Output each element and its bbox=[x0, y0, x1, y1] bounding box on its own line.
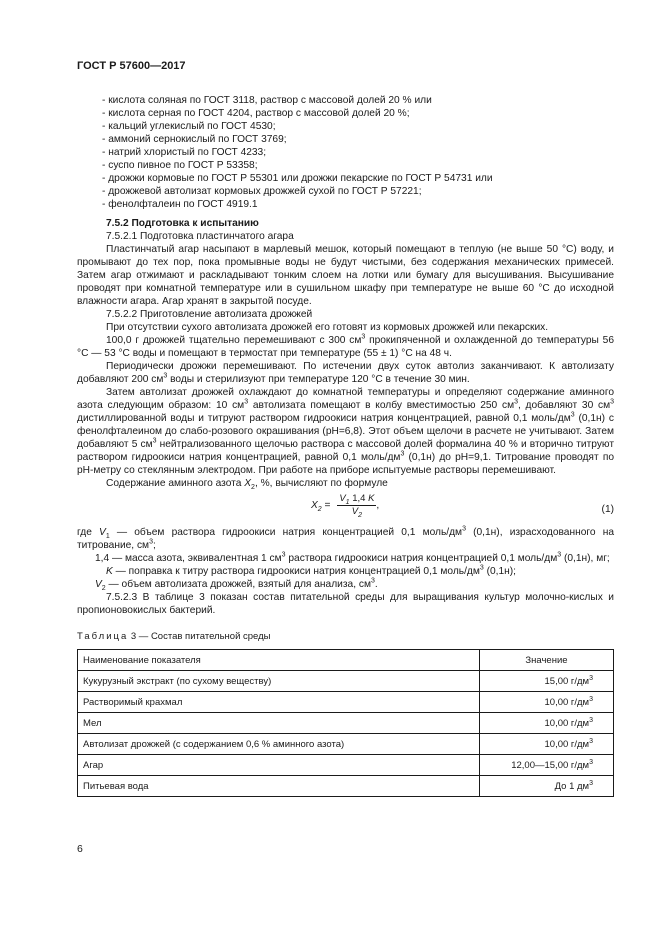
section-heading: 7.5.2 Подготовка к испытанию bbox=[106, 218, 259, 229]
definition: K — поправка к титру раствора гидроокиси натрия концентрацией 0,1 моль/$дм^3$ (0,1н); bbox=[106, 564, 517, 577]
definition: 1,4 — масса азота, эквивалентная 1 $см^3$ раствора гидроокиси натрия концентрацией 0,1 моль/$дм^3$ (0,1н), мг; bbox=[95, 551, 610, 564]
column-header: Наименование показателя bbox=[78, 650, 480, 671]
table-row bbox=[78, 734, 614, 755]
table-row bbox=[78, 671, 614, 692]
table-cell: До 1 $дм^3$ bbox=[480, 776, 614, 797]
subsection-heading: 7.5.2.1 Подготовка пластинчатого агара bbox=[106, 231, 294, 242]
table-cell: 10,00 $г/дм^3$ bbox=[480, 734, 614, 755]
table-row bbox=[78, 776, 614, 797]
formula-definitions bbox=[77, 526, 614, 591]
table-cell: 10,00 $г/дм^3$ bbox=[480, 692, 614, 713]
formula-expression: $X_2$ = $\frac{V_1 1,4 K}{V_2}$ , bbox=[311, 493, 380, 519]
table-row bbox=[78, 692, 614, 713]
definition: где $V_1$ — объем раствора гидроокиси натрия концентрацией 0,1 моль/$дм^3$ (0,1н), израсходованного на титрование, $см^3$; bbox=[77, 525, 614, 551]
table-cell: 12,00—15,00 $г/дм^3$ bbox=[480, 755, 614, 776]
list-item: - аммоний сернокислый по ГОСТ 3769; bbox=[102, 134, 287, 145]
formula-fraction: $\frac{V_1 1,4 K}{V_2}$ bbox=[339, 493, 375, 519]
table-header-row bbox=[78, 650, 614, 671]
table-cell: 15,00 $г/дм^3$ bbox=[480, 671, 614, 692]
formula-intro: Содержание аминного азота $X_2$, %, вычисляют по формуле bbox=[106, 478, 388, 492]
table-cell: Агар bbox=[78, 755, 480, 776]
paragraph-agar: Пластинчатый агар насыпают в марлевый мешок, который помещают в теплую (не выше 50 °С) воду, и промывают до тех пор, пока промывные воды не будут чистыми, без содержания механических примесей. Затем агар отжимают и раскладывают тонким слоем на лотки или бумагу для высушивания. Высушивание проводят при комнатной температуре или в сушильном шкафу при температуре не выше 60 °С до исходной влажности агара. Агар хранят в закрытой посуде. bbox=[77, 244, 614, 307]
paragraph: Периодически дрожжи перемешивают. По истечении двух суток автолиз заканчивают. К автолизату добавляют 200 $см^3$ воды и стерилизуют при температуре 120 °С в течение 30 мин. bbox=[77, 361, 614, 385]
paragraph: Затем автолизат дрожжей охлаждают до комнатной температуры и определяют содержание аминного азота следующим образом: 10 $см^3$ автолизата помещают в колбу вместимостью 250 $см^3$, добавляют 30 $см^3$ дистиллированной воды и титруют раствором гидроокиси натрия концентрацией, равной 0,1 моль/$дм^3$ (0,1н) с фенолфталеином до слабо-розового окрашивания (рН=6,8). Этот объем щелочи в расчете не учитывают. Затем добавляют 5 $см^3$ нейтрализованного щелочью раствора с массовой долей формалина 40 % и вторично титруют раствором гидроокиси натрия концентрацией, равной 0,1 моль/$дм^3$ (0,1н) до рН=9,1. Титрование проводят по рН-метру со стеклянным электродом. При работе на приборе испытуемые растворы перемешивают. bbox=[77, 387, 615, 476]
nutrient-table bbox=[77, 649, 614, 797]
table-cell: Кукурузный экстракт (по сухому веществу) bbox=[78, 671, 480, 692]
table-row bbox=[78, 713, 614, 734]
table-cell: Питьевая вода bbox=[78, 776, 480, 797]
formula bbox=[77, 491, 614, 525]
list-item: - дрожжи кормовые по ГОСТ Р 55301 или дрожжи пекарские по ГОСТ Р 54731 или bbox=[102, 173, 493, 184]
definition: $V_2$ — объем автолизата дрожжей, взятый для анализа, $см^3$. bbox=[95, 577, 378, 593]
page-body bbox=[77, 94, 614, 797]
list-item: - дрожжевой автолизат кормовых дрожжей сухой по ГОСТ Р 57221; bbox=[102, 186, 422, 197]
list-item: - суспо пивное по ГОСТ Р 53358; bbox=[102, 160, 258, 171]
column-header: Значение bbox=[480, 650, 614, 671]
page-number: 6 bbox=[77, 843, 83, 855]
list-item: - кислота соляная по ГОСТ 3118, раствор с массовой долей 20 % или bbox=[102, 95, 432, 106]
subsection-heading: 7.5.2.2 Приготовление автолизата дрожжей bbox=[106, 309, 313, 320]
table-cell: Автолизат дрожжей (с содержанием 0,6 % аминного азота) bbox=[78, 734, 480, 755]
paragraph: 100,0 г дрожжей тщательно перемешивают с 300 $см^3$ прокипяченной и охлажденной до температуры 56 °С — 53 °С воды и помещают в термостат при температуре (55 ± 1) °С на 48 ч. bbox=[77, 333, 614, 359]
formula-number: (1) bbox=[601, 504, 614, 515]
list-item: - натрий хлористый по ГОСТ 4233; bbox=[102, 147, 267, 158]
table-cell: Мел bbox=[78, 713, 480, 734]
list-item: - фенолфталеин по ГОСТ 4919.1 bbox=[102, 199, 258, 210]
list-item: - кислота серная по ГОСТ 4204, раствор с массовой долей 20 %; bbox=[102, 108, 410, 119]
table-caption: Таблица 3 — Состав питательной среды bbox=[77, 631, 271, 642]
reagent-list bbox=[77, 94, 614, 211]
list-item: - кальций углекислый по ГОСТ 4530; bbox=[102, 121, 276, 132]
table-row bbox=[78, 755, 614, 776]
document-header: ГОСТ Р 57600—2017 bbox=[77, 60, 186, 72]
paragraph: 7.5.2.3 В таблице 3 показан состав питательной среды для выращивания культур молочно-кислых и пропионовокислых бактерий. bbox=[77, 592, 614, 616]
table-cell: Растворимый крахмал bbox=[78, 692, 480, 713]
paragraph: При отсутствии сухого автолизата дрожжей его готовят из кормовых дрожжей или пекарских. bbox=[106, 322, 549, 333]
table-cell: 10,00 $г/дм^3$ bbox=[480, 713, 614, 734]
